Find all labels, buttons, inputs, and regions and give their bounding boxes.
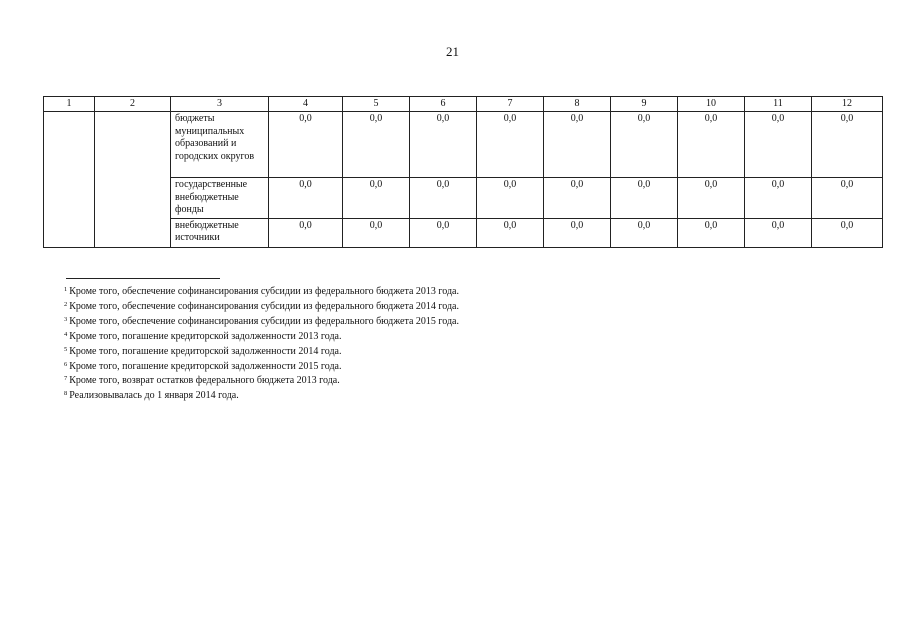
- footnote-mark: 8: [64, 390, 68, 398]
- header-cell-11: 11: [745, 97, 812, 112]
- value-cell: 0,0: [269, 112, 343, 178]
- footnote-item: [64, 299, 764, 314]
- header-cell-5: 5: [343, 97, 410, 112]
- value-cell: 0,0: [812, 178, 883, 219]
- footnote-text: Кроме того, погашение кредиторской задолженности 2013 года.: [69, 330, 342, 342]
- footnote-mark: 7: [64, 375, 68, 383]
- empty-cell-col-1: [44, 112, 95, 248]
- value-cell: 0,0: [611, 178, 678, 219]
- footnote-item: [64, 314, 764, 329]
- footnote-mark: 1: [64, 286, 68, 293]
- footnote-mark: 4: [64, 330, 68, 338]
- value-cell: 0,0: [477, 218, 544, 247]
- value-cell: 0,0: [343, 218, 410, 247]
- footnote-text: Кроме того, обеспечение софинансирования субсидии из федерального бюджета 2014 года.: [69, 300, 459, 312]
- header-cell-1: 1: [44, 97, 95, 112]
- value-cell: 0,0: [611, 218, 678, 247]
- header-cell-9: 9: [611, 97, 678, 112]
- value-cell: 0,0: [544, 218, 611, 247]
- value-cell: 0,0: [812, 112, 883, 178]
- header-cell-2: 2: [95, 97, 171, 112]
- footnote-mark: 5: [64, 345, 68, 353]
- value-cell: 0,0: [410, 112, 477, 178]
- value-cell: 0,0: [745, 178, 812, 219]
- footnote-text: Кроме того, обеспечение софинансирования субсидии из федерального бюджета 2015 года.: [69, 315, 459, 327]
- header-cell-6: 6: [410, 97, 477, 112]
- footnote-item: [64, 284, 764, 299]
- footnotes-list: [64, 284, 764, 403]
- footnote-mark: 3: [64, 315, 68, 323]
- header-cell-10: 10: [678, 97, 745, 112]
- footnote-text: Реализовывалась до 1 января 2014 года.: [69, 390, 239, 402]
- value-cell: 0,0: [343, 178, 410, 219]
- value-cell: 0,0: [678, 178, 745, 219]
- page-number: 21: [446, 44, 459, 59]
- footnote-item: [64, 388, 764, 403]
- table-header: [44, 97, 883, 112]
- header-cell-4: 4: [269, 97, 343, 112]
- table-row: [44, 112, 883, 178]
- value-cell: 0,0: [477, 178, 544, 219]
- footnote-mark: 2: [64, 300, 68, 308]
- footnote-item: [64, 344, 764, 359]
- value-cell: 0,0: [544, 112, 611, 178]
- footnote-text: Кроме того, погашение кредиторской задолженности 2015 года.: [69, 360, 342, 372]
- value-cell: 0,0: [410, 218, 477, 247]
- header-cell-3: 3: [171, 97, 269, 112]
- row-label: внебюджетные источники: [171, 218, 269, 247]
- value-cell: 0,0: [544, 178, 611, 219]
- value-cell: 0,0: [745, 112, 812, 178]
- budget-table: [43, 96, 883, 248]
- value-cell: 0,0: [269, 218, 343, 247]
- header-row: [44, 97, 883, 112]
- value-cell: 0,0: [343, 112, 410, 178]
- table-body: [44, 112, 883, 248]
- header-cell-8: 8: [544, 97, 611, 112]
- footnote-text: Кроме того, обеспечение софинансирования субсидии из федерального бюджета 2013 года.: [69, 286, 459, 297]
- header-cell-7: 7: [477, 97, 544, 112]
- footnote-item: [64, 359, 764, 374]
- value-cell: 0,0: [678, 112, 745, 178]
- empty-cell-col-2: [95, 112, 171, 248]
- value-cell: 0,0: [611, 112, 678, 178]
- row-label: государственные внебюджетные фонды: [171, 178, 269, 219]
- value-cell: 0,0: [269, 178, 343, 219]
- footnote-divider: [66, 278, 220, 279]
- footnote-text: Кроме того, погашение кредиторской задолженности 2014 года.: [69, 345, 342, 357]
- footnote-mark: 6: [64, 360, 68, 368]
- footnote-item: [64, 373, 764, 388]
- value-cell: 0,0: [410, 178, 477, 219]
- value-cell: 0,0: [678, 218, 745, 247]
- footnote-text: Кроме того, возврат остатков федерального бюджета 2013 года.: [69, 375, 340, 387]
- value-cell: 0,0: [477, 112, 544, 178]
- value-cell: 0,0: [745, 218, 812, 247]
- footnote-item: [64, 329, 764, 344]
- value-cell: 0,0: [812, 218, 883, 247]
- header-cell-12: 12: [812, 97, 883, 112]
- row-label: бюджеты муниципальных образований и городских округов: [171, 112, 269, 178]
